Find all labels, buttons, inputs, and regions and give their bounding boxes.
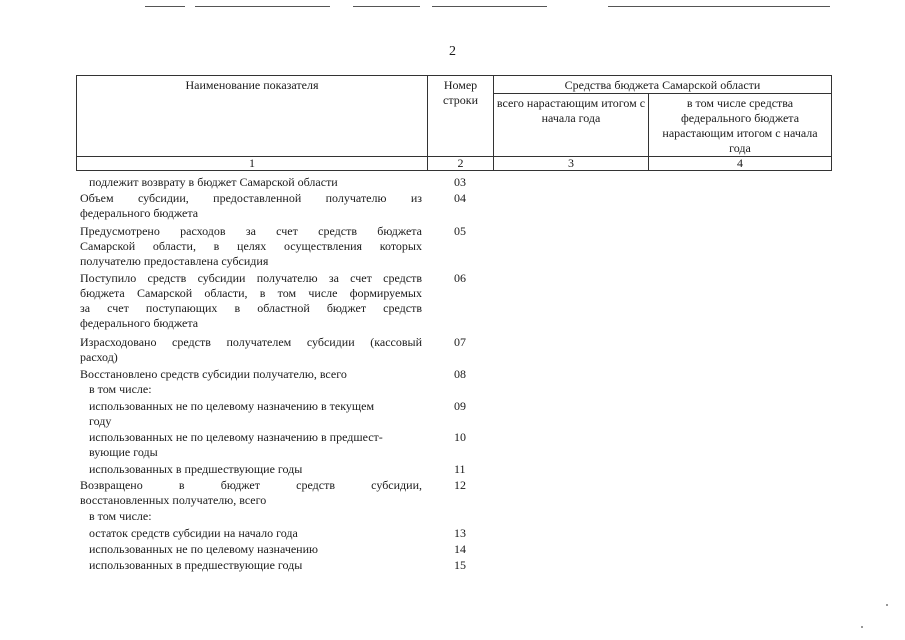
scan-speck bbox=[861, 626, 863, 628]
scan-top-line bbox=[608, 6, 830, 7]
row-label-cont: федерального бюджета bbox=[80, 316, 199, 330]
row-number: 06 bbox=[454, 271, 466, 285]
row-label-cont: в том числе: bbox=[89, 509, 152, 523]
row-label: использованных в предшествующие годы bbox=[89, 558, 303, 572]
row-number: 12 bbox=[454, 478, 466, 492]
row-label: использованных не по целевому назначению bbox=[89, 542, 318, 556]
row-number: 05 bbox=[454, 224, 466, 238]
row-number: 10 bbox=[454, 430, 466, 444]
header-index-2: 2 bbox=[428, 157, 494, 171]
header-index-3: 3 bbox=[494, 157, 649, 171]
header-table bbox=[76, 75, 832, 171]
scan-top-line bbox=[195, 6, 330, 7]
header-total-cumulative: всего нарастающим итогом с начала года bbox=[494, 94, 649, 157]
row-number: 09 bbox=[454, 399, 466, 413]
header-line-number: Номер строки bbox=[428, 76, 494, 157]
row-number: 04 bbox=[454, 191, 466, 205]
row-label-cont: федерального бюджета bbox=[80, 206, 199, 220]
row-number: 07 bbox=[454, 335, 466, 349]
row-number: 03 bbox=[454, 175, 466, 189]
row-label-cont: году bbox=[89, 414, 112, 428]
header-budget-group: Средства бюджета Самарской области bbox=[494, 76, 832, 94]
row-label-cont: бюджета Самарской области, в том числе формируемых bbox=[80, 286, 422, 300]
row-number: 11 bbox=[454, 462, 466, 476]
scan-top-line bbox=[432, 6, 547, 7]
row-label: Предусмотрено расходов за счет средств бюджета bbox=[80, 224, 422, 238]
row-label-cont: Самарской области, в целях осуществления которых bbox=[80, 239, 422, 253]
row-label: остаток средств субсидии на начало года bbox=[89, 526, 298, 540]
row-label: Восстановлено средств субсидии получателю, всего bbox=[80, 367, 347, 381]
header-indicator-name: Наименование показателя bbox=[77, 76, 428, 157]
row-label-cont: расход) bbox=[80, 350, 118, 364]
row-label: использованных не по целевому назначению в текущем bbox=[89, 399, 375, 413]
row-number: 08 bbox=[454, 367, 466, 381]
row-number: 15 bbox=[454, 558, 466, 572]
row-label-cont: восстановленных получателю, всего bbox=[80, 493, 267, 507]
row-label: Объем субсидии, предоставленной получателю из bbox=[80, 191, 422, 205]
row-number: 14 bbox=[454, 542, 466, 556]
header-federal-cumulative: в том числе средства федерального бюджета нарастающим итогом с начала года bbox=[649, 94, 832, 157]
scan-top-line bbox=[353, 6, 420, 7]
row-label-cont: получателю предоставлена субсидия bbox=[80, 254, 269, 268]
page-number: 2 bbox=[449, 44, 456, 59]
row-label: использованных не по целевому назначению в предшест- bbox=[89, 430, 383, 444]
scan-speck bbox=[886, 604, 888, 606]
header-index-4: 4 bbox=[649, 157, 832, 171]
row-label-cont: в том числе: bbox=[89, 382, 152, 396]
scan-top-line bbox=[145, 6, 185, 7]
row-label-cont: за счет поступающих в областной бюджет средств bbox=[80, 301, 422, 315]
header-index-1: 1 bbox=[77, 157, 428, 171]
row-label: подлежит возврату в бюджет Самарской области bbox=[89, 175, 338, 189]
row-label-cont: вующие годы bbox=[89, 445, 158, 459]
row-label: использованных в предшествующие годы bbox=[89, 462, 303, 476]
row-label: Поступило средств субсидии получателю за счет средств bbox=[80, 271, 422, 285]
row-number: 13 bbox=[454, 526, 466, 540]
row-label: Израсходовано средств получателем субсидии (кассовый bbox=[80, 335, 422, 349]
row-label: Возвращено в бюджет средств субсидии, bbox=[80, 478, 422, 492]
